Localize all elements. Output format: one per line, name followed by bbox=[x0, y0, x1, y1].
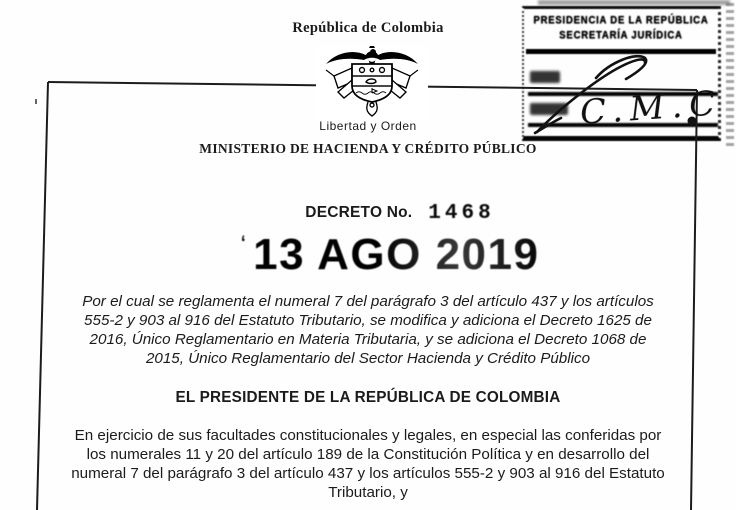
subject-line: Por el cual se reglamenta el numeral 7 del parágrafo 3 del artículo 437 y los artículos bbox=[82, 293, 654, 310]
motto-text: Libertad y Orden bbox=[319, 119, 417, 133]
republic-title: República de Colombia bbox=[292, 20, 444, 36]
date-stamp-text: 13 AGO 2019 bbox=[253, 230, 540, 279]
signature-initials: C.M.C bbox=[578, 83, 724, 133]
stamp-entity-line: PRESIDENCIA DE LA REPÚBLICA bbox=[533, 14, 709, 27]
president-heading: EL PRESIDENTE DE LA REPÚBLICA DE COLOMBIA bbox=[175, 389, 561, 406]
subject-line: 2016, Único Reglamentario en Materia Tributaria, y se adiciona el Decreto 1068 de bbox=[89, 331, 647, 348]
powers-line: los numerales 11 y 20 del artículo 189 de la Constitución Política y en desarrollo del bbox=[86, 446, 650, 463]
powers-line: En ejercicio de sus facultades constitucionales y legales, en especial las conferidas por bbox=[74, 427, 662, 444]
decree-number: 1468 bbox=[428, 202, 495, 225]
ministry-title: MINISTERIO DE HACIENDA Y CRÉDITO PÚBLICO bbox=[199, 141, 537, 156]
stamp-tick-mark: ‘ bbox=[240, 231, 247, 259]
stamp-office-line: SECRETARÍA JURÍDICA bbox=[559, 29, 683, 42]
powers-line: numeral 7 del parágrafo 3 del artículo 437 y los artículos 555-2 y 903 al 916 del Estatuto bbox=[71, 465, 665, 482]
powers-line: Tributario, y bbox=[328, 484, 408, 501]
decree-label: DECRETO No. bbox=[305, 204, 413, 221]
subject-line: 555-2 y 903 al 916 del Estatuto Tributario, se modifica y adiciona el Decreto 1625 de bbox=[84, 312, 652, 329]
subject-line: 2015, Único Reglamentario del Sector Hacienda y Crédito Público bbox=[145, 350, 591, 367]
